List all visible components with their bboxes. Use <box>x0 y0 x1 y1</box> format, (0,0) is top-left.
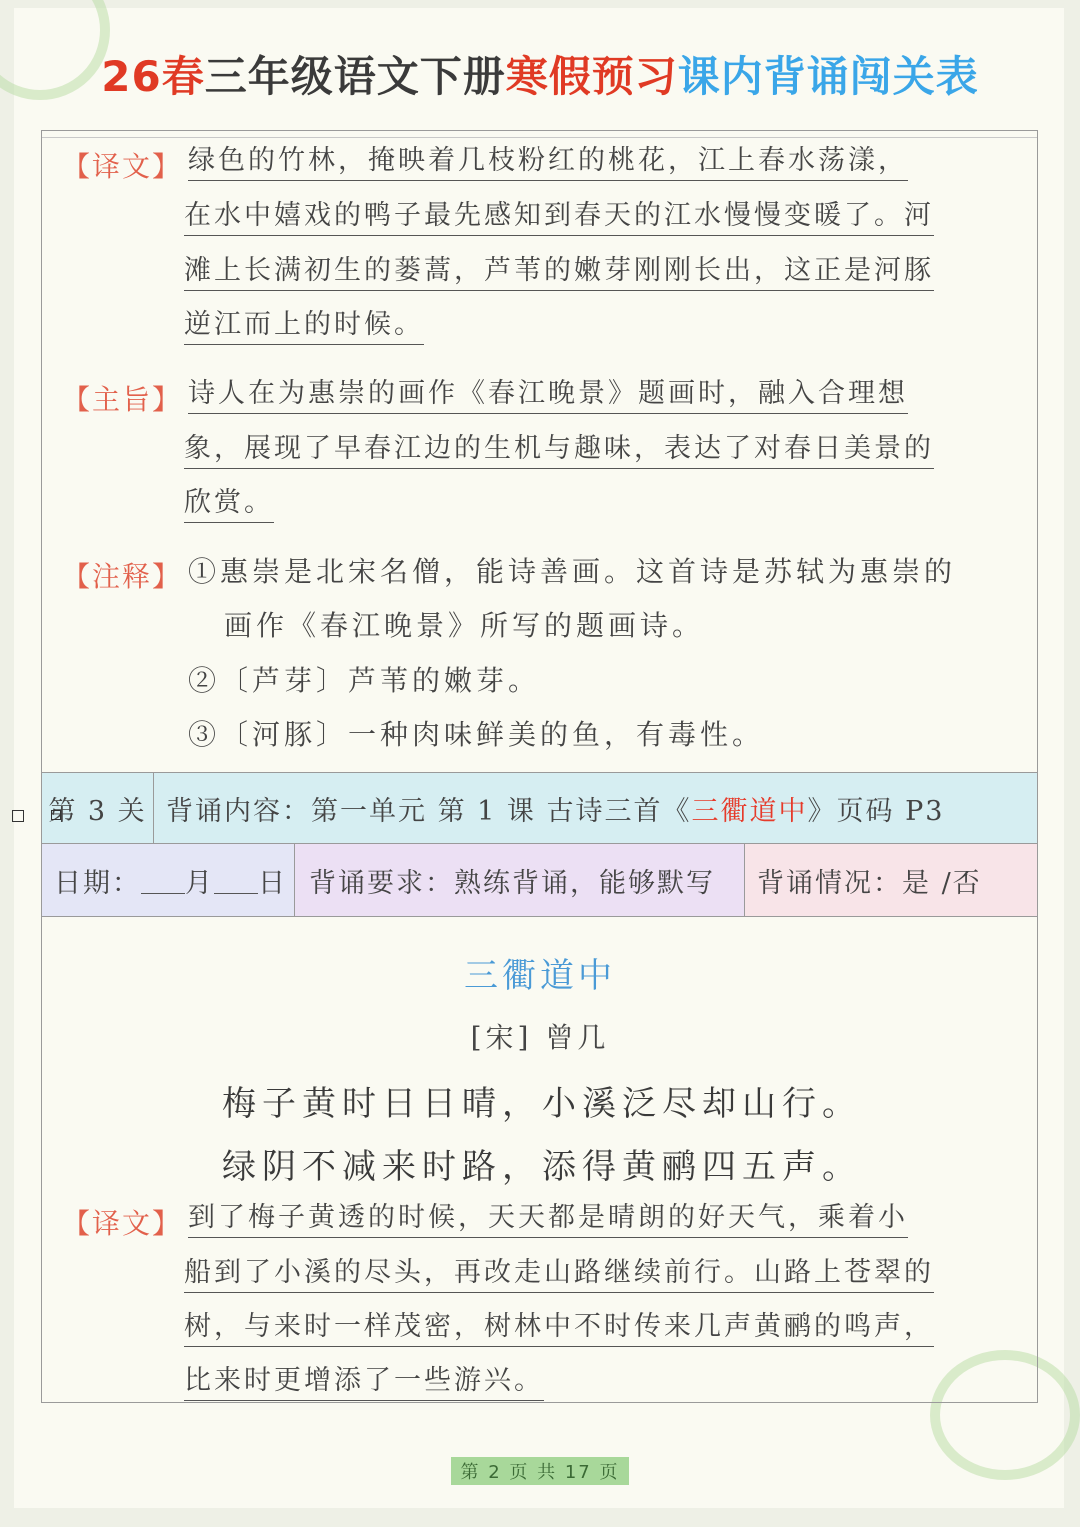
translation-label-prev: 【译文】 <box>62 150 183 183</box>
theme-line-1: 诗人在为惠崇的画作《春江晚景》题画时，融入合理想 <box>188 378 908 414</box>
checkbox-small-icon[interactable] <box>51 810 61 820</box>
title-grade: 三年级语文下册 <box>204 52 506 101</box>
poem-line-2: 绿阴不减来时路，添得黄鹂四五声。 <box>222 1147 862 1187</box>
date-month: 月 <box>185 867 214 899</box>
note-line-3: ②〔芦芽〕芦苇的嫩芽。 <box>188 664 541 697</box>
recite-content-suffix: 》页码 P3 <box>807 795 945 827</box>
note-line-2: 画作《春江晚景》所写的题画诗。 <box>224 609 705 642</box>
poem-author: [宋] 曾几 <box>470 1021 610 1054</box>
theme-line-3: 欣赏。 <box>184 487 274 523</box>
translation-line-4: 逆江而上的时候。 <box>184 309 424 345</box>
note-line-4: ③〔河豚〕一种肉味鲜美的鱼，有毒性。 <box>188 718 765 751</box>
theme-line-2: 象，展现了早春江边的生机与趣味，表达了对春日美景的 <box>184 433 934 469</box>
poem-translation-line-3: 树，与来时一样茂密，树林中不时传来几声黄鹂的鸣声， <box>184 1311 934 1347</box>
date-label: 日期： <box>54 867 141 899</box>
status-cell[interactable]: 背诵情况：是 /否 <box>745 844 1037 916</box>
level-number: 第 3 关 <box>42 773 154 843</box>
day-blank[interactable] <box>214 867 258 894</box>
title-year: 26春 <box>101 52 205 101</box>
page-number: 第 2 页 共 17 页 <box>451 1457 629 1485</box>
note-line-1: ①惠崇是北宋名僧，能诗善画。这首诗是苏轼为惠崇的 <box>188 555 957 588</box>
translation-line-2: 在水中嬉戏的鸭子最先感知到春天的江水慢慢变暖了。河 <box>184 200 934 236</box>
title-preview: 寒假预习 <box>505 52 678 101</box>
level-bar <box>41 772 1038 844</box>
recite-content-poem: 三衢道中 <box>691 795 808 827</box>
title-checklist: 课内背诵闯关表 <box>677 52 979 101</box>
translation-line-1: 绿色的竹林，掩映着几枝粉红的桃花，江上春水荡漾， <box>188 145 908 181</box>
level-info-bar <box>41 844 1038 917</box>
page-title <box>0 44 1080 104</box>
poem-translation-line-4: 比来时更增添了一些游兴。 <box>184 1365 544 1401</box>
requirement-cell: 背诵要求：熟练背诵，能够默写 <box>295 844 745 916</box>
translation-label: 【译文】 <box>62 1207 183 1240</box>
theme-label: 【主旨】 <box>62 383 183 416</box>
poem-line-1: 梅子黄时日日晴，小溪泛尽却山行。 <box>222 1084 862 1124</box>
translation-line-3: 滩上长满初生的蒌蒿，芦苇的嫩芽刚刚长出，这正是河豚 <box>184 255 934 291</box>
notes-label: 【注释】 <box>62 560 183 593</box>
poem-title: 三衢道中 <box>464 956 616 996</box>
checkbox-icon[interactable] <box>12 810 24 822</box>
month-blank[interactable] <box>141 867 185 894</box>
recite-content-prefix: 背诵内容：第一单元 第 1 课 古诗三首《 <box>166 795 692 827</box>
poem-translation-line-1: 到了梅子黄透的时候，天天都是晴朗的好天气，乘着小 <box>188 1202 908 1238</box>
poem-translation-line-2: 船到了小溪的尽头，再改走山路继续前行。山路上苍翠的 <box>184 1257 934 1293</box>
recite-content <box>154 773 1037 843</box>
date-day: 日 <box>258 867 287 899</box>
date-cell <box>42 844 295 916</box>
